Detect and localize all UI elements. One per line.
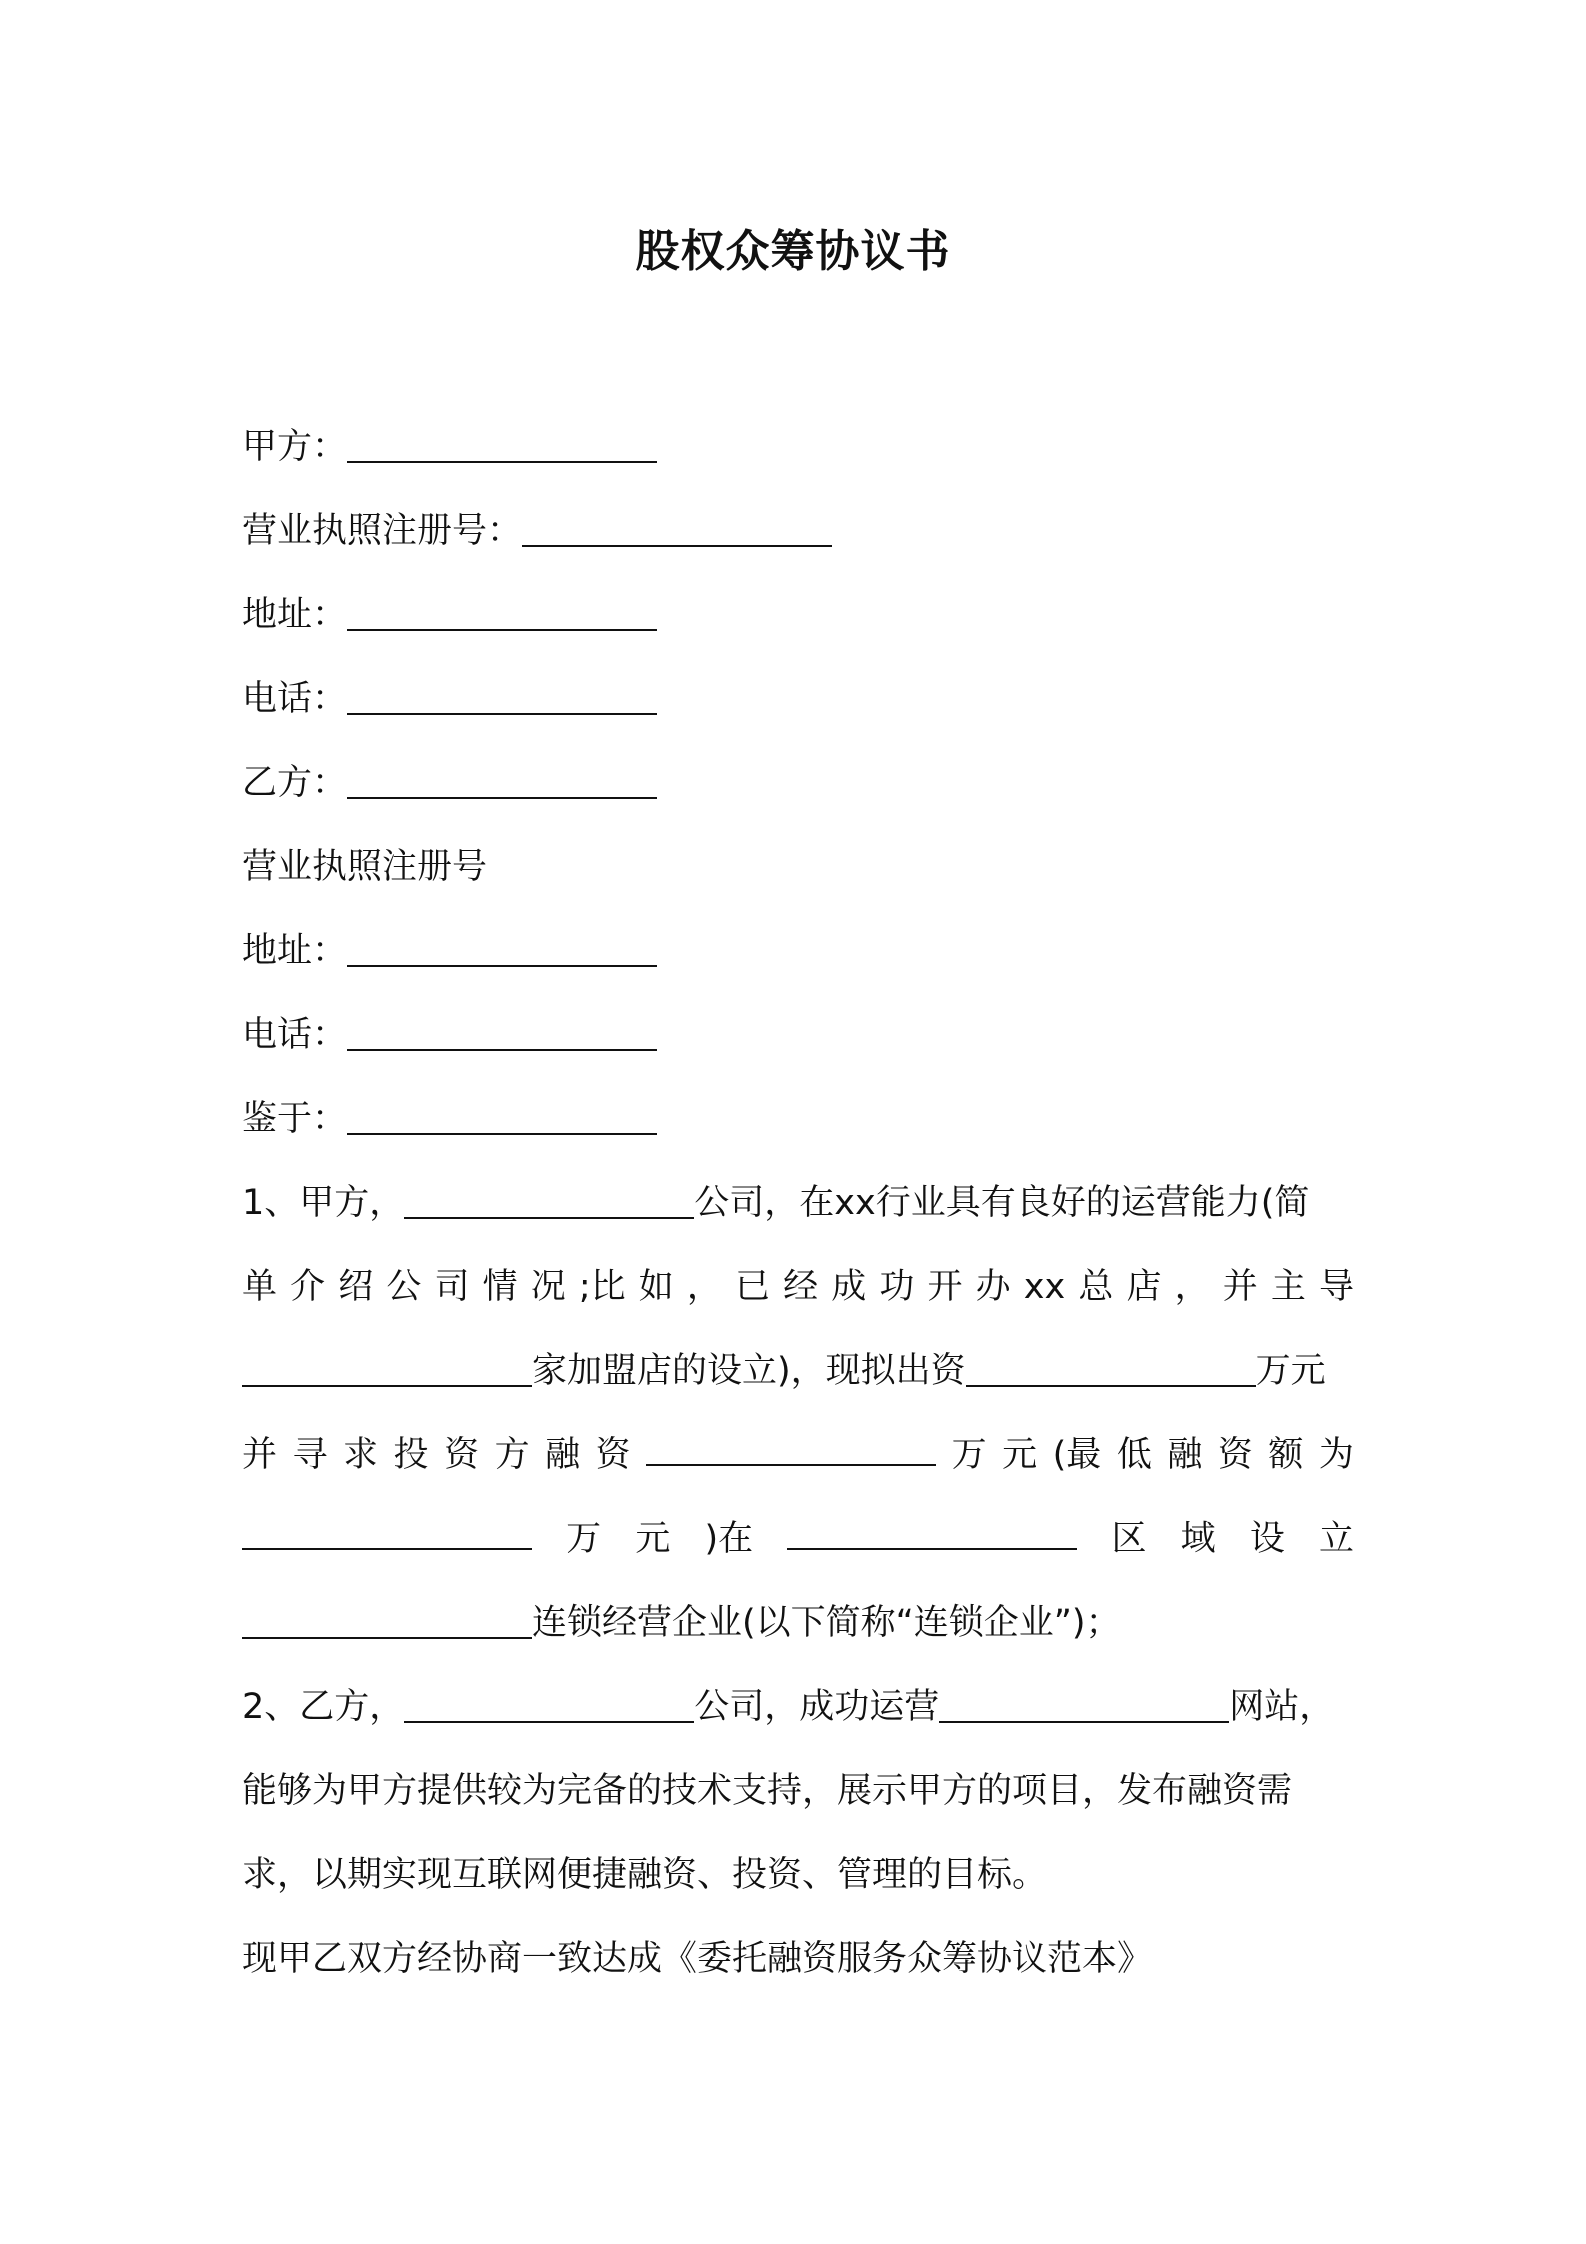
- word: 区: [1111, 1519, 1147, 1559]
- address-a-label: 地址：: [242, 595, 348, 635]
- word: 设: [1249, 1519, 1285, 1559]
- clause2-website-blank: [939, 1686, 1229, 1723]
- word: 并: [1222, 1267, 1258, 1307]
- address-b-line: [242, 909, 1354, 993]
- clause1-company-blank: [404, 1182, 694, 1219]
- phone-b-blank: [347, 1014, 657, 1051]
- clause1-region-blank: [787, 1513, 1077, 1550]
- word: (最: [1052, 1435, 1102, 1475]
- license-a-line: [242, 489, 1354, 573]
- party-a-label: 甲方：: [242, 427, 348, 467]
- clause2-line3: [242, 1833, 1354, 1917]
- word: ;比: [578, 1267, 626, 1307]
- clause1-l6: 连锁经营企业(以下简称“连锁企业”)；: [532, 1603, 1121, 1643]
- clause2-l1-b: 公司，成功运营: [694, 1687, 940, 1727]
- word: 额: [1268, 1435, 1304, 1475]
- address-b-label: 地址：: [242, 931, 348, 971]
- word: 开: [927, 1267, 963, 1307]
- word: 投: [393, 1435, 429, 1475]
- word: 求: [343, 1435, 379, 1475]
- clause1-line2: [242, 1245, 1354, 1329]
- clause1-line1: [242, 1161, 1354, 1245]
- word: 绍: [338, 1267, 374, 1307]
- word: 低: [1116, 1435, 1152, 1475]
- word: )在: [704, 1519, 754, 1559]
- clause1-invest-blank: [966, 1350, 1256, 1387]
- whereas-line: [242, 1077, 1354, 1161]
- word: 情: [482, 1267, 518, 1307]
- clause1-min-blank: [242, 1513, 532, 1550]
- clause2-l1-c: 网站，: [1229, 1687, 1335, 1727]
- clause1-line4: [242, 1413, 1354, 1497]
- word: 店: [1126, 1267, 1162, 1307]
- phone-b-line: [242, 993, 1354, 1077]
- word: 元: [635, 1519, 671, 1559]
- word: 公: [386, 1267, 422, 1307]
- word: 介: [290, 1267, 326, 1307]
- license-b-line: [242, 825, 1354, 909]
- word: 已: [735, 1267, 771, 1307]
- word: 如: [638, 1267, 674, 1307]
- word: 万: [566, 1519, 602, 1559]
- word: 资: [595, 1435, 631, 1475]
- clause1-line3: [242, 1329, 1354, 1413]
- clause2-l2: 能够为甲方提供较为完备的技术支持，展示甲方的项目，发布融资需: [242, 1771, 1293, 1811]
- word: 导: [1318, 1267, 1354, 1307]
- clause1-l3-a: 家加盟店的设立)，现拟出资: [532, 1351, 966, 1391]
- address-b-blank: [347, 930, 657, 967]
- word: 况: [530, 1267, 566, 1307]
- clause1-stores-blank: [242, 1350, 532, 1387]
- license-a-blank: [522, 510, 832, 547]
- phone-a-blank: [347, 678, 657, 715]
- clause1-chain-blank: [242, 1602, 532, 1639]
- document-body: [242, 405, 1354, 2001]
- word: ，: [1174, 1267, 1210, 1307]
- clause1-line6: [242, 1581, 1354, 1665]
- phone-a-line: [242, 657, 1354, 741]
- clause1-l1-b: 公司，在xx行业具有良好的运营能力(简: [694, 1183, 1310, 1223]
- party-a-line: [242, 405, 1354, 489]
- word: 单: [242, 1267, 278, 1307]
- word: 融: [545, 1435, 581, 1475]
- word: 司: [434, 1267, 470, 1307]
- word: 并: [242, 1435, 278, 1475]
- word: 万: [951, 1435, 987, 1475]
- address-a-line: [242, 573, 1354, 657]
- license-b-label: 营业执照注册号: [242, 847, 488, 887]
- clause1-l3-b: 万元: [1255, 1351, 1326, 1391]
- address-a-blank: [347, 594, 657, 631]
- word: ，: [686, 1267, 722, 1307]
- clause1-l1-a: 1、甲方，: [242, 1183, 405, 1223]
- closing-line: [242, 1917, 1354, 2001]
- word: 融: [1167, 1435, 1203, 1475]
- clause1-line5: [242, 1497, 1354, 1581]
- word: 总: [1078, 1267, 1114, 1307]
- word: 域: [1180, 1519, 1216, 1559]
- party-b-line: [242, 741, 1354, 825]
- word: 寻: [292, 1435, 328, 1475]
- clause1-raise-blank: [646, 1429, 936, 1466]
- word: 经: [783, 1267, 819, 1307]
- license-a-label: 营业执照注册号：: [242, 511, 523, 551]
- clause2-company-blank: [404, 1686, 694, 1723]
- word: 方: [494, 1435, 530, 1475]
- phone-b-label: 电话：: [242, 1015, 348, 1055]
- whereas-blank: [347, 1098, 657, 1135]
- whereas-label: 鉴于：: [242, 1099, 348, 1139]
- clause2-l3: 求，以期实现互联网便捷融资、投资、管理的目标。: [242, 1855, 1048, 1895]
- word: xx: [1023, 1267, 1066, 1307]
- party-a-blank: [347, 426, 657, 463]
- document-title: 股权众筹协议书: [635, 226, 951, 277]
- word: 立: [1318, 1519, 1354, 1559]
- party-b-blank: [347, 762, 657, 799]
- word: 资: [444, 1435, 480, 1475]
- word: 主: [1270, 1267, 1306, 1307]
- phone-a-label: 电话：: [242, 679, 348, 719]
- clause2-line1: [242, 1665, 1354, 1749]
- word: 元: [1002, 1435, 1038, 1475]
- word: 资: [1217, 1435, 1253, 1475]
- party-b-label: 乙方：: [242, 763, 348, 803]
- word: 成: [831, 1267, 867, 1307]
- closing-text: 现甲乙双方经协商一致达成《委托融资服务众筹协议范本》: [242, 1939, 1153, 1979]
- word: 办: [975, 1267, 1011, 1307]
- word: 为: [1318, 1435, 1354, 1475]
- clause2-line2: [242, 1749, 1354, 1833]
- clause2-l1-a: 2、乙方，: [242, 1687, 405, 1727]
- word: 功: [879, 1267, 915, 1307]
